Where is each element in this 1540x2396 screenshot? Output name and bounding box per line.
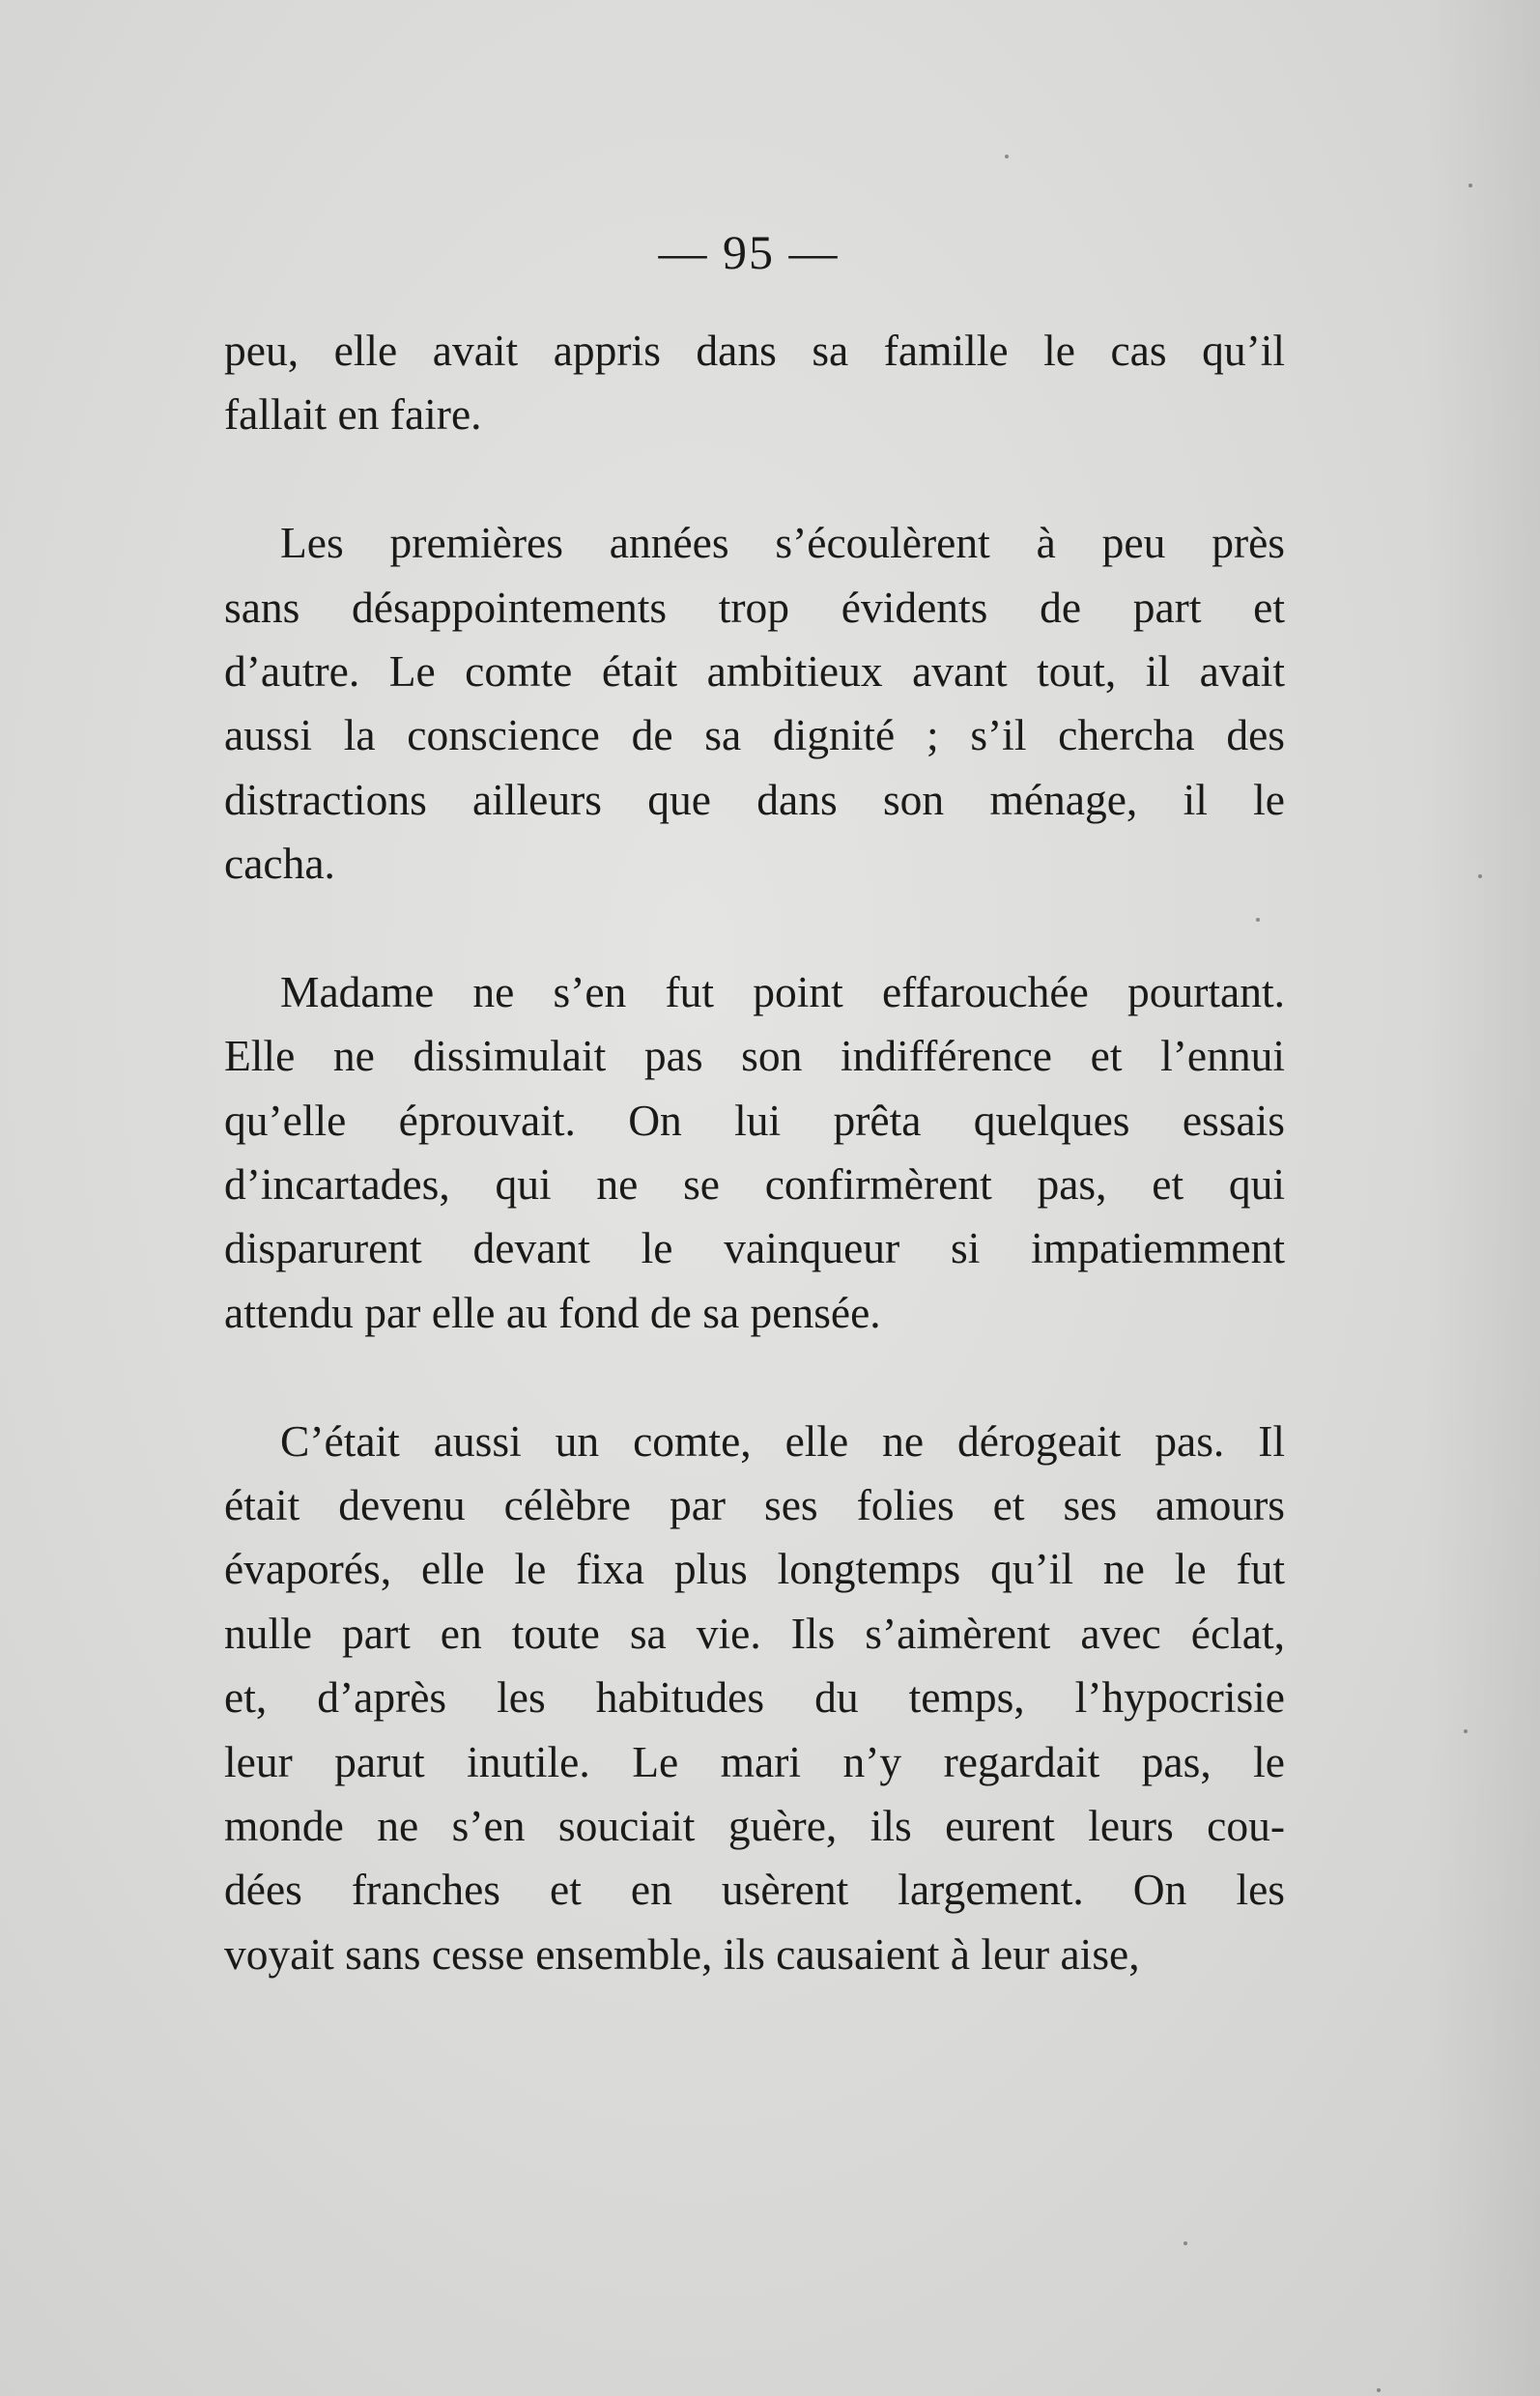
paper-speck [1464,1729,1468,1733]
text-line: et, d’après les habitudes du temps, l’hypocrisie [224,1672,1285,1723]
text-line: sans désappointements trop évidents de part et [224,582,1285,632]
text-line: nulle part en toute sa vie. Ils s’aimèrent avec éclat, [224,1608,1285,1658]
text-line: distractions ailleurs que dans son ménage, il le [224,774,1285,824]
text-line: leur parut inutile. Le mari n’y regardait pas, le [224,1736,1285,1786]
text-line: monde ne s’en souciait guère, ils eurent leurs cou- [224,1800,1285,1850]
text-line: attendu par elle au fond de sa pensée. [224,1287,881,1337]
page-edge-shadow [1424,0,1540,2396]
text-line: d’autre. Le comte était ambitieux avant tout, il avait [224,645,1285,696]
paragraph-gap [224,447,1285,511]
text-line: qu’elle éprouvait. On lui prêta quelques essais [224,1095,1285,1145]
paper-speck [1184,2241,1187,2245]
body-text [224,319,1285,1986]
text-line: était devenu célèbre par ses folies et ses amours [224,1480,1285,1530]
paper-speck [1478,874,1482,878]
page-number: — 95 — [658,225,840,279]
text-line: fallait en faire. [224,389,482,440]
paragraph-gap [224,897,1285,960]
paper-speck [1005,155,1009,158]
text-line: Elle ne dissimulait pas son indifférence et l’ennui [224,1031,1285,1081]
paper-speck [1377,2388,1381,2392]
text-line: d’incartades, qui ne se confirmèrent pas, et qui [224,1159,1285,1210]
text-line: aussi la conscience de sa dignité ; s’il chercha des [224,710,1285,760]
text-line: C’était aussi un comte, elle ne dérogeait pas. Il [280,1415,1285,1466]
text-line: voyait sans cesse ensemble, ils causaient à leur aise, [224,1928,1140,1979]
paragraph-gap [224,1345,1285,1409]
paper-speck [1256,918,1260,922]
text-line: Les premières années s’écoulèrent à peu près [280,518,1285,568]
text-line: cacha. [224,839,335,889]
text-line: disparurent devant le vainqueur si impatiemment [224,1223,1285,1273]
text-line: Madame ne s’en fut point effarouchée pourtant. [280,966,1285,1016]
text-line: dées franches et en usèrent largement. On les [224,1865,1285,1915]
text-line: évaporés, elle le fixa plus longtemps qu’il ne le fut [224,1544,1285,1594]
text-line: peu, elle avait appris dans sa famille le cas qu’il [224,326,1285,375]
paper-speck [1469,184,1472,187]
